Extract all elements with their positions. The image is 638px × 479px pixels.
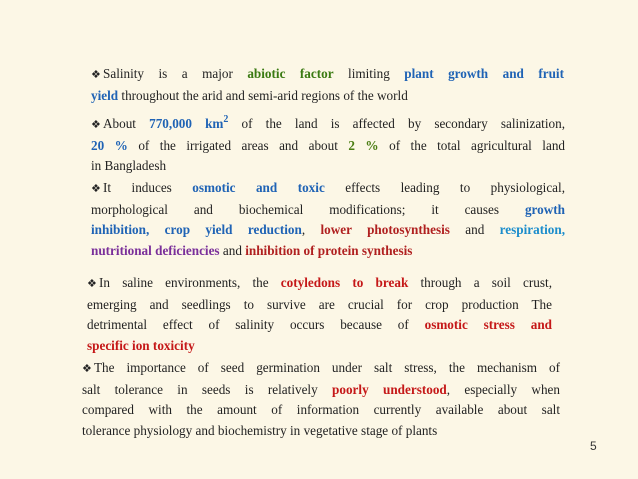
highlight-poorly-understood: poorly understood — [332, 381, 447, 397]
text-run: Salinity is a major — [103, 66, 248, 81]
paragraph-land-affected — [91, 114, 565, 177]
text-run: and — [449, 222, 500, 237]
highlight-20-percent: 20 % — [91, 137, 128, 153]
text-line — [91, 136, 565, 157]
paragraph-salinity-factor — [91, 64, 564, 106]
text-line — [91, 178, 565, 200]
highlight-crop-yield: inhibition, crop yield reduction — [91, 222, 302, 237]
page-number: 5 — [590, 439, 597, 453]
paragraph-seed-germination — [82, 358, 560, 441]
highlight-nutritional-deficiencies: nutritional deficiencies — [91, 242, 220, 258]
highlight-osmotic-stress: osmotic stress and — [424, 317, 552, 332]
highlight-area-value: 770,000 km — [149, 116, 224, 131]
text-run: limiting — [333, 66, 405, 81]
text-run: emerging and seedlings to survive are crucial for crop production The — [87, 296, 552, 312]
text-line — [87, 336, 552, 357]
highlight-ion-toxicity: specific ion toxicity — [87, 337, 195, 353]
highlight-protein-synthesis: inhibition of protein synthesis — [245, 242, 413, 258]
text-run: of the land is affected by secondary salinization, — [228, 116, 565, 131]
text-run: , — [301, 222, 321, 237]
highlight-growth: growth — [524, 201, 565, 217]
text-run: morphological and biochemical modifications; it causes — [91, 201, 525, 217]
text-run: compared with the amount of information currently available about salt — [82, 402, 560, 417]
text-line — [91, 200, 565, 221]
text-run: About — [103, 116, 150, 131]
text-run: salt tolerance in seeds is relatively — [82, 381, 333, 397]
text-line — [87, 315, 552, 336]
highlight-2-percent: 2 % — [348, 137, 379, 153]
text-run: tolerance physiology and biochemistry in vegetative stage of plants — [82, 422, 438, 438]
diamond-bullet-icon: ❖ — [82, 363, 92, 375]
text-line — [82, 421, 560, 442]
text-line — [91, 156, 565, 177]
highlight-plant-growth: plant growth and fruit — [404, 66, 564, 81]
diamond-bullet-icon: ❖ — [91, 119, 101, 131]
diamond-bullet-icon: ❖ — [87, 278, 97, 290]
text-line — [91, 241, 565, 262]
text-run: detrimental effect of salinity occurs because of — [87, 317, 425, 332]
text-run: throughout the arid and semi-arid regions of the world — [118, 87, 408, 103]
text-line — [91, 86, 564, 107]
text-run: effects leading to physiological, — [324, 180, 565, 195]
text-line — [91, 220, 565, 241]
text-run: , especially when — [446, 381, 560, 397]
paragraph-saline-environments — [87, 273, 552, 356]
text-line — [82, 400, 560, 421]
text-run: The importance of seed germination under salt stress, the mechanism of — [94, 360, 560, 375]
text-run: of the total agricultural land — [378, 137, 566, 153]
text-line — [87, 295, 552, 316]
highlight-cotyledons: cotyledons to break — [280, 275, 409, 290]
highlight-lower-photosynthesis: lower photosynthesis — [320, 222, 450, 237]
text-run: and — [219, 242, 246, 258]
highlight-abiotic-factor: abiotic factor — [247, 66, 334, 81]
text-line — [82, 358, 560, 380]
text-line — [91, 64, 564, 86]
text-line — [82, 380, 560, 401]
text-run: In saline environments, the — [99, 275, 281, 290]
text-run: It induces — [103, 180, 193, 195]
diamond-bullet-icon: ❖ — [91, 69, 101, 81]
paragraph-effects — [91, 178, 565, 261]
text-run: in Bangladesh — [91, 158, 167, 173]
highlight-respiration: respiration, — [499, 222, 565, 237]
highlight-yield: yield — [91, 87, 119, 103]
text-run: through a soil crust, — [408, 275, 552, 290]
superscript-2: 2 — [223, 114, 229, 125]
diamond-bullet-icon: ❖ — [91, 183, 101, 195]
highlight-area — [149, 116, 228, 131]
text-line — [87, 273, 552, 295]
highlight-osmotic-toxic: osmotic and toxic — [192, 180, 325, 195]
text-run: of the irrigated areas and about — [127, 137, 349, 153]
text-line — [91, 114, 565, 136]
